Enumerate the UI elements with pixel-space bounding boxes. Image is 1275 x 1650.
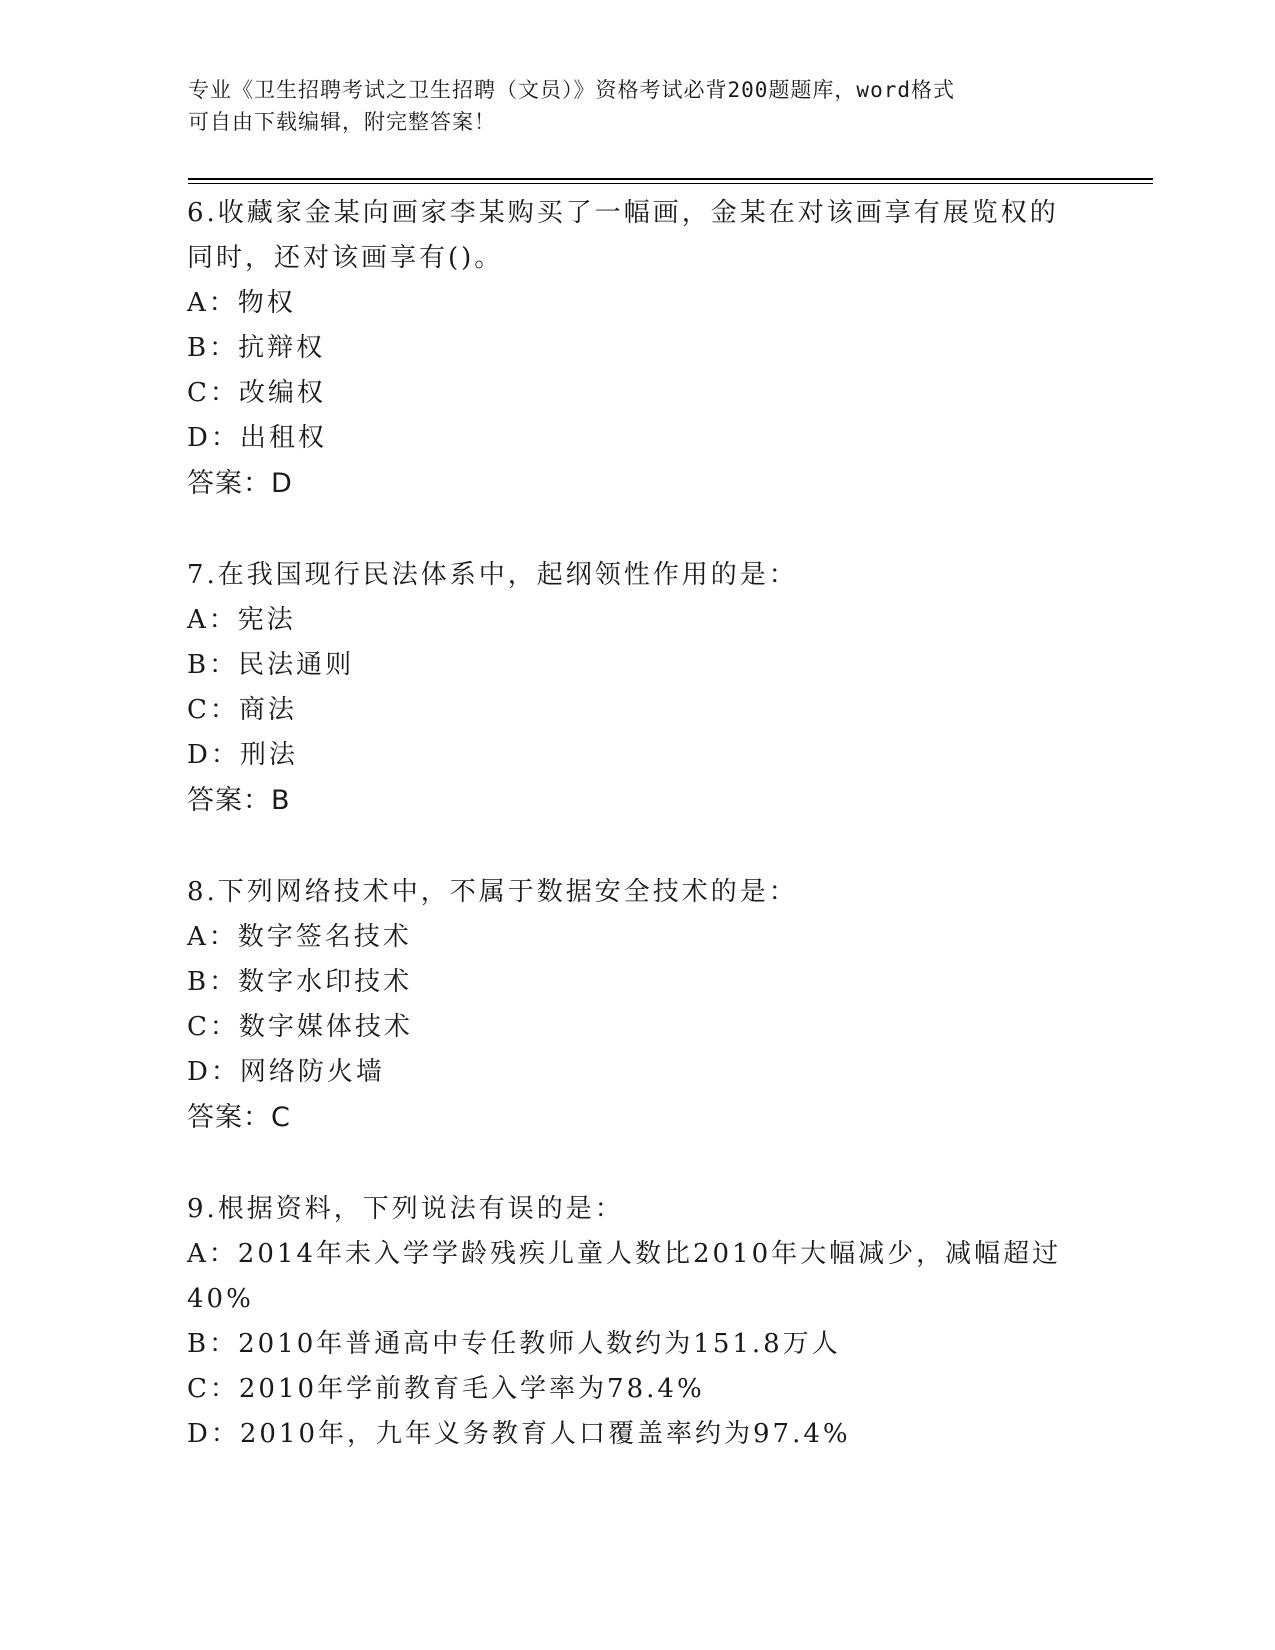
option-a: A：数字签名技术	[187, 922, 412, 952]
question-9	[187, 1187, 1067, 1457]
question-stem: 同时，还对该画享有()。	[187, 243, 504, 273]
question-8	[187, 870, 1067, 1140]
header-divider	[188, 178, 1153, 184]
answer: 答案：D	[187, 468, 293, 499]
document-header	[188, 74, 1088, 138]
option-b: B：2010年普通高中专任教师人数约为151.8万人	[187, 1329, 841, 1359]
option-a: A：宪法	[187, 605, 296, 635]
option-d: D：出租权	[187, 423, 327, 453]
question-list	[187, 191, 1067, 1457]
header-line-2: 可自由下载编辑，附完整答案！	[188, 110, 496, 134]
option-a: A：物权	[187, 288, 296, 318]
option-a: A：2014年未入学学龄残疾儿童人数比2010年大幅减少，减幅超过	[187, 1239, 1062, 1269]
question-7	[187, 553, 1067, 823]
option-c: C：改编权	[187, 378, 326, 408]
answer: 答案：C	[187, 1102, 291, 1133]
option-a-continued: 40%	[187, 1284, 254, 1314]
header-line-1: 专业《卫生招聘考试之卫生招聘（文员）》资格考试必背200题题库，word格式	[188, 78, 955, 102]
option-c: C：2010年学前教育毛入学率为78.4%	[187, 1374, 705, 1404]
question-stem: 8.下列网络技术中，不属于数据安全技术的是：	[187, 877, 798, 907]
option-b: B：数字水印技术	[187, 967, 413, 997]
question-spacer	[187, 506, 1067, 553]
option-b: B：民法通则	[187, 650, 355, 680]
option-c: C：商法	[187, 695, 297, 725]
question-spacer	[187, 1140, 1067, 1187]
option-b: B：抗辩权	[187, 333, 326, 363]
question-stem: 7.在我国现行民法体系中，起纲领性作用的是：	[187, 560, 798, 590]
question-stem: 9.根据资料，下列说法有误的是：	[187, 1194, 624, 1224]
option-d: D：刑法	[187, 740, 298, 770]
option-d: D：2010年，九年义务教育人口覆盖率约为97.4%	[187, 1419, 851, 1449]
option-c: C：数字媒体技术	[187, 1012, 413, 1042]
option-d: D：网络防火墙	[187, 1057, 385, 1087]
answer: 答案：B	[187, 785, 291, 816]
question-spacer	[187, 823, 1067, 870]
question-stem: 6.收藏家金某向画家李某购买了一幅画，金某在对该画享有展览权的	[187, 198, 1059, 228]
question-6	[187, 191, 1067, 506]
